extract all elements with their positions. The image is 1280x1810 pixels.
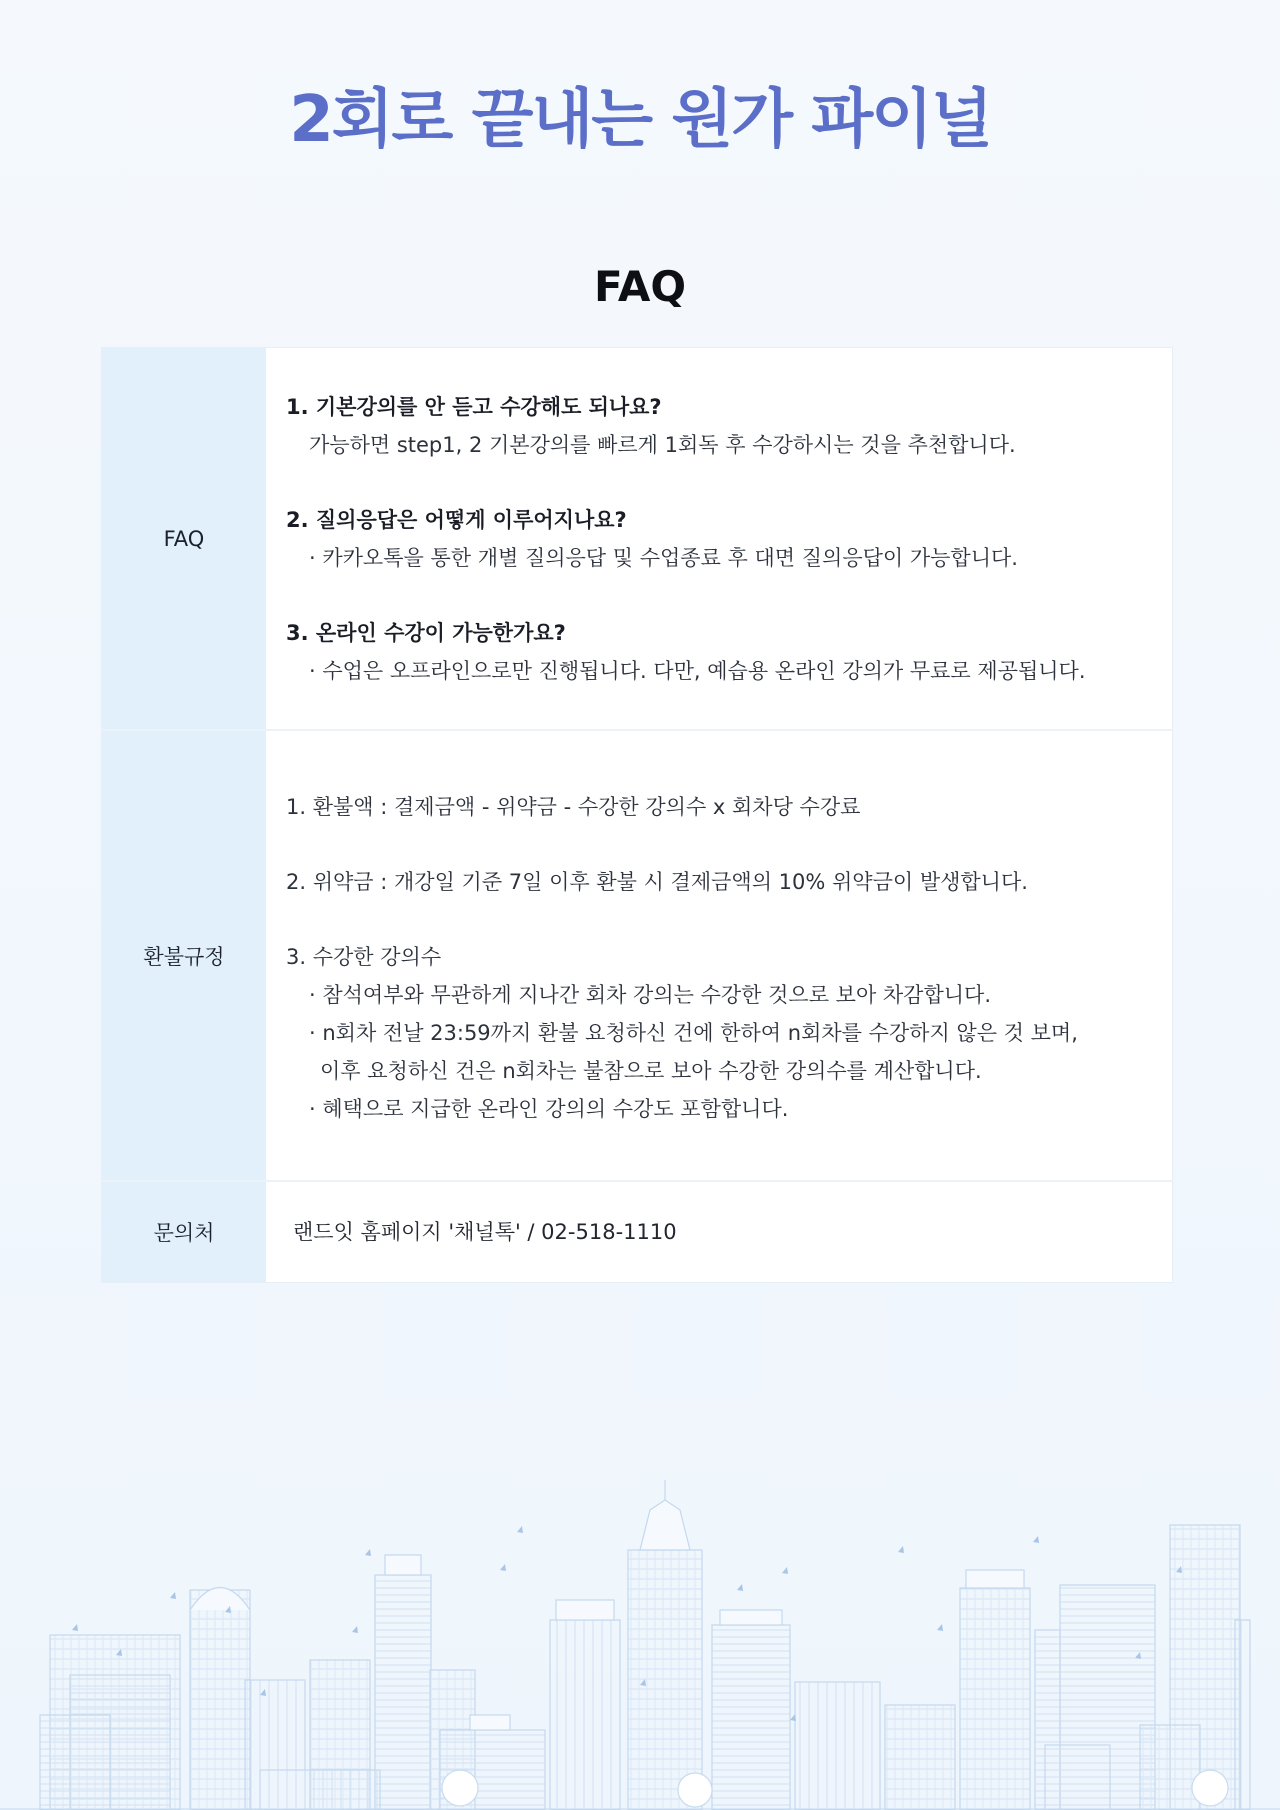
refund-content bbox=[266, 731, 1172, 1180]
faq-answer: · 수업은 오프라인으로만 진행됩니다. 다만, 예습용 온라인 강의가 무료로 제공됩니다. bbox=[309, 659, 1086, 683]
faq-content bbox=[266, 348, 1172, 729]
refund-bullet: · 혜택으로 지급한 온라인 강의의 수강도 포함합니다. bbox=[309, 1097, 789, 1121]
contact-row bbox=[102, 1182, 1172, 1282]
contact-value: 랜드잇 홈페이지 '채널톡' / 02-518-1110 bbox=[293, 1220, 677, 1244]
refund-amount-line: 1. 환불액 : 결제금액 - 위약금 - 수강한 강의수 x 회차당 수강료 bbox=[286, 795, 861, 819]
faq-question: 1. 기본강의를 안 듣고 수강해도 되나요? bbox=[286, 395, 662, 419]
city-skyline-illustration bbox=[0, 1470, 1280, 1810]
faq-answer: 가능하면 step1, 2 기본강의를 빠르게 1회독 후 수강하시는 것을 추천합니다. bbox=[309, 433, 1016, 457]
page-title: 2회로 끝내는 원가 파이널 bbox=[289, 83, 991, 157]
faq-item bbox=[286, 388, 1172, 464]
faq-question: 3. 온라인 수강이 가능한가요? bbox=[286, 621, 566, 645]
refund-bullet: · 참석여부와 무관하게 지나간 회차 강의는 수강한 것으로 보아 차감합니다. bbox=[309, 983, 992, 1007]
faq-row bbox=[102, 348, 1172, 731]
faq-answer: · 카카오톡을 통한 개별 질의응답 및 수업종료 후 대면 질의응답이 가능합니다. bbox=[309, 546, 1018, 570]
faq-item bbox=[286, 614, 1172, 690]
penalty-line: 2. 위약금 : 개강일 기준 7일 이후 환불 시 결제금액의 10% 위약금이 발생합니다. bbox=[286, 870, 1028, 894]
info-table bbox=[101, 347, 1173, 1283]
refund-bullet: · n회차 전날 23:59까지 환불 요청하신 건에 한하여 n회차를 수강하지 않은 것 보며, bbox=[309, 1021, 1078, 1045]
refund-label: 환불규정 bbox=[102, 731, 266, 1180]
contact-label: 문의처 bbox=[102, 1182, 266, 1282]
attended-count-heading: 3. 수강한 강의수 bbox=[286, 945, 442, 969]
faq-question: 2. 질의응답은 어떻게 이루어지나요? bbox=[286, 508, 627, 532]
refund-bullet-continuation: 이후 요청하신 건은 n회차는 불참으로 보아 수강한 강의수를 계산합니다. bbox=[320, 1059, 982, 1083]
refund-row bbox=[102, 731, 1172, 1182]
faq-section-title: FAQ bbox=[593, 262, 687, 311]
faq-item bbox=[286, 501, 1172, 577]
faq-label: FAQ bbox=[102, 348, 266, 729]
